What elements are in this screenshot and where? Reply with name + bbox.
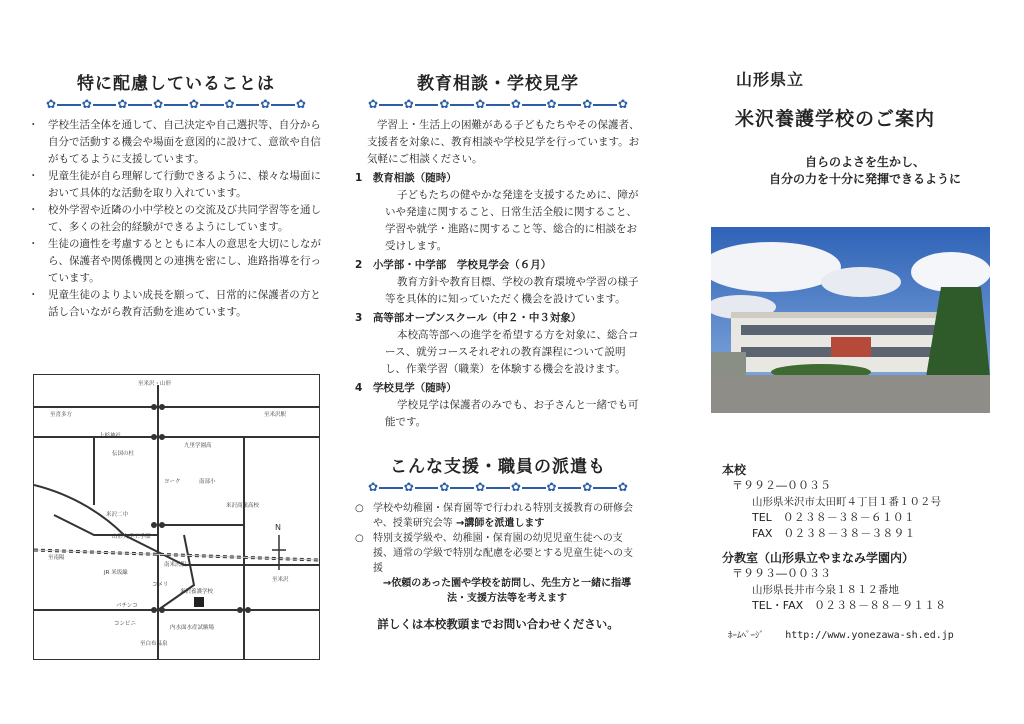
- main-zip: 〒９９２―００３５: [732, 479, 831, 492]
- item-heading: 高等部オープンスクール（中２・中３対象）: [372, 312, 582, 324]
- support-item: ○ 学校や幼稚園・保育園等で行われる特別支援教育の研修会や、授業研究会等 →講師を派遣します: [355, 503, 633, 529]
- branch-telfax: TEL・FAX ０２３８－８８－９１１８: [752, 599, 947, 612]
- item-number: 3: [355, 312, 363, 324]
- main-tel: TEL ０２３８－３８－６１０１: [752, 511, 915, 524]
- care-item: ・ 校外学習や近隣の小中学校との交流及び共同学習等を通して、多くの社会的経験ができるようにしています。: [28, 202, 324, 236]
- main-address: 山形県米沢市太田町４丁目１番１０２号: [752, 496, 941, 508]
- map-label: 内水面水産試験場: [170, 625, 215, 631]
- support-section: [355, 452, 641, 632]
- map-label: 米沢養護学校: [180, 589, 214, 595]
- title-ornament: ✿ ✿ ✿ ✿ ✿ ✿ ✿ ✿: [368, 97, 628, 111]
- item-number: 1: [355, 172, 363, 184]
- map-label: 至米沢駅: [264, 412, 287, 418]
- support-action: →依頼のあった園や学校を訪問し、先生方と一緒に指導法・支援方法等を考えます: [382, 578, 632, 604]
- homepage-link[interactable]: http://www.yonezawa-sh.ed.jp: [785, 630, 954, 641]
- prefecture-label: 山形県立: [736, 70, 805, 89]
- map-label: 南部小: [199, 479, 216, 485]
- support-text: 学校や幼稚園・保育園等で行われる特別支援教育の研修会や、授業研究会等: [373, 503, 633, 529]
- care-item: ・ 児童生徒が自ら理解して行動できるように、様々な場面において具体的な活動を取り入れています。: [28, 168, 324, 202]
- map-label: コメリ: [152, 582, 169, 588]
- left-column: [28, 0, 324, 321]
- title-ornament: ✿ ✿ ✿ ✿ ✿ ✿ ✿ ✿: [368, 480, 628, 494]
- support-text: 特別支援学級や、幼稚園・保育園の幼児児童生徒への支援、通常の学級で特別な配慮を必要とする児童生徒への支援: [373, 533, 633, 574]
- support-title: こんな支援・職員の派遣も: [390, 457, 606, 477]
- consultation-intro: 学習上・生活上の困難がある子どもたちやその保護者、支援者を対象に、教育相談や学校見学を行っています。お気軽にご相談ください。: [367, 119, 640, 165]
- homepage-label: ﾎｰﾑﾍﾟｰｼﾞ: [728, 631, 765, 641]
- homepage-line: [722, 628, 1012, 644]
- branch-zip: 〒９９３―００３３: [732, 567, 831, 580]
- consultation-item-head: [355, 257, 641, 274]
- map-label: 伝国の杜: [112, 451, 135, 457]
- consultation-title: 教育相談・学校見学: [417, 74, 579, 94]
- item-number: 4: [355, 382, 363, 394]
- map-label: 至白布温泉: [140, 641, 168, 647]
- special-care-title: 特に配慮していることは: [77, 74, 275, 94]
- map-label: 九里学園高: [184, 443, 212, 449]
- support-action: →講師を派遣します: [456, 518, 545, 529]
- map-label: 至米沢・山形: [138, 381, 172, 387]
- middle-column: [355, 0, 641, 431]
- school-title: 米沢養護学校のご案内: [735, 108, 936, 130]
- item-heading: 小学部・中学部 学校見学会（６月）: [372, 259, 552, 271]
- slogan-line-1: 自らのよさを生かし、: [804, 155, 925, 169]
- care-item: ・ 学校生活全体を通して、自己決定や自己選択等、自分から自分で活動する機会や場面を意図的に設けて、意欲や自信がもてるように支援しています。: [28, 117, 324, 168]
- branch-address: 山形県長井市今泉１８１２番地: [752, 584, 899, 596]
- map-label: 米沢二中: [106, 512, 129, 518]
- map-label: ヨーク: [164, 479, 181, 485]
- consultation-item-head: [355, 380, 641, 397]
- map-label: 山形大学工学部: [112, 534, 151, 540]
- main-campus-label: 本校: [722, 463, 747, 477]
- contact-footer: 詳しくは本校教頭までお問い合わせください。: [377, 617, 619, 631]
- map-label: 南米沢駅: [164, 562, 187, 568]
- map-label: JR 米坂線: [104, 570, 128, 576]
- slogan-line-2: 自分の力を十分に発揮できるように: [768, 172, 961, 186]
- consultation-item-body: 子どもたちの健やかな発達を支援するために、障がいや発達に関すること、日常生活全般に関すること、学習や就学・進路に関すること等、総合的に相談をお受けします。: [385, 189, 639, 252]
- access-map: [33, 374, 320, 660]
- consultation-item-head: [355, 170, 641, 187]
- main-fax: FAX ０２３８－３８－３８９１: [752, 527, 916, 540]
- map-label: パチンコ: [116, 603, 138, 609]
- title-ornament: ✿ ✿ ✿ ✿ ✿ ✿ ✿ ✿: [46, 97, 306, 111]
- map-label: 至喜多方: [50, 412, 73, 418]
- address-block: [722, 462, 1012, 644]
- care-item: ・ 生徒の適性を考慮するとともに本人の意思を大切にしながら、保護者や関係機関との連携を密にし、進路指導を行っています。: [28, 236, 324, 287]
- care-item: ・ 児童生徒のよりよい成長を願って、日常的に保護者の方と話し合いながら教育活動を進めています。: [28, 287, 324, 321]
- school-building-photo: [711, 227, 990, 413]
- map-label: 至米沢: [272, 577, 289, 583]
- support-item: ○ 特別支援学級や、幼稚園・保育園の幼児児童生徒への支援、通常の学級で特別な配慮を必要とする児童生徒への支援 →依頼のあった園や学校を訪問し、先生方と一緒に指導法・支援方法等を考えます: [355, 531, 641, 606]
- consultation-item-head: [355, 310, 641, 327]
- north-label: N: [275, 523, 281, 532]
- map-label: 米沢商業高校: [226, 503, 260, 509]
- branch-label: 分教室（山形県立やまなみ学園内）: [722, 551, 915, 565]
- consultation-item-body: 教育方針や教育目標、学校の教育環境や学習の様子等を具体的に知っていただく機会を設けています。: [385, 276, 639, 305]
- right-column: [700, 0, 1010, 187]
- item-number: 2: [355, 259, 363, 271]
- map-label: 上杉神社: [99, 433, 122, 439]
- item-heading: 教育相談（随時）: [372, 172, 457, 184]
- map-label: コンビニ: [114, 621, 137, 627]
- map-label: 至南陽: [48, 555, 65, 561]
- consultation-item-body: 本校高等部への進学を希望する方を対象に、総合コース、就労コースそれぞれの教育課程について説明し、作業学習（職業）を体験する機会を設けます。: [385, 329, 639, 375]
- item-heading: 学校見学（随時）: [372, 382, 457, 394]
- care-list: [28, 117, 324, 321]
- consultation-item-body: 学校見学は保護者のみでも、お子さんと一緒でも可能です。: [385, 399, 639, 428]
